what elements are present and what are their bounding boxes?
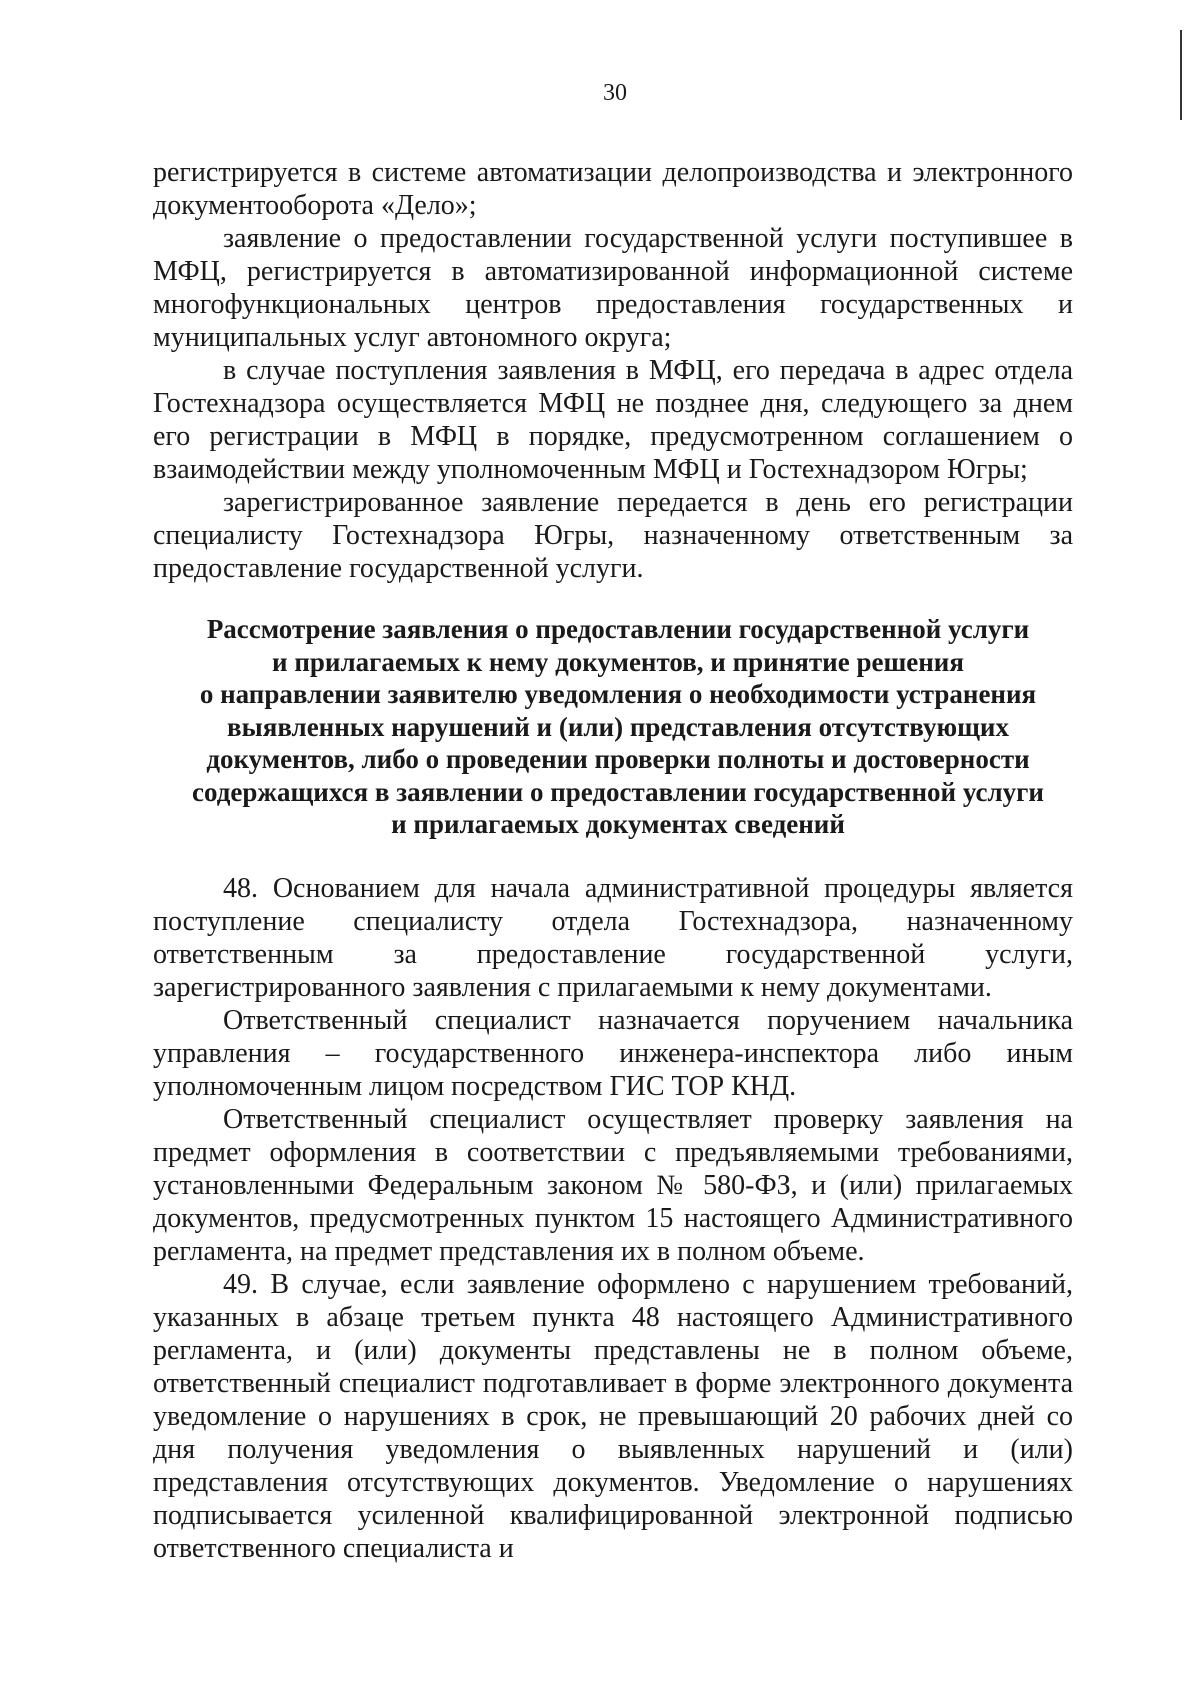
heading-line: о направлении заявителю уведомления о необходимости устранения: [199, 679, 1037, 709]
heading-line: и прилагаемых к нему документов, и принятие решения: [272, 646, 964, 677]
paragraph: регистрируется в системе автоматизации делопроизводства и электронного документооборота «Дело»;: [153, 157, 1073, 221]
heading-line: и прилагаемых документах сведений: [391, 809, 845, 839]
paragraph: Ответственный специалист осуществляет проверку заявления на предмет оформления в соответствии с предъявляемыми требованиями, установленными Федеральным законом № 580-ФЗ, и (или) прилагаемых документов, предусмотренных пунктом 15 настоящего Административного регламента, на предмет представления их в полном объеме.: [153, 1104, 1073, 1267]
paragraph: зарегистрированное заявление передается в день его регистрации специалисту Гостехнадзора Югры, назначенному ответственным за предоставление государственной услуги.: [153, 487, 1073, 584]
heading-line: документов, либо о проведении проверки полноты и достоверности: [206, 744, 1030, 774]
page-number: 30: [603, 80, 627, 106]
heading-line: Рассмотрение заявления о предоставлении государственной услуги: [206, 614, 1030, 644]
paragraph: заявление о предоставлении государственной услуги поступившее в МФЦ, регистрируется в автоматизированной информационной системе многофункциональных центров предоставления государственных и муниципальных услуг автономного округа;: [153, 223, 1073, 353]
heading-line: выявленных нарушений и (или) представления отсутствующих: [227, 711, 1009, 742]
paragraph: Ответственный специалист назначается поручением начальника управления – государственного инженера-инспектора либо иным уполномоченным лицом посредством ГИС ТОР КНД.: [153, 1005, 1073, 1102]
section-heading: [153, 613, 1083, 841]
text-block-lower: [153, 872, 1073, 1565]
heading-line: содержащихся в заявлении о предоставлении государственной услуги: [192, 776, 1044, 807]
paragraph-49: 49. В случае, если заявление оформлено с нарушением требований, указанных в абзаце третьем пункта 48 настоящего Административного регламента, и (или) документы представлены не в полном объеме, ответственный специалист подготавливает в форме электронного документа уведомление о нарушениях в срок, не превышающий 20 рабочих дней со дня получения уведомления о выявленных нарушений и (или) представления отсутствующих документов. Уведомление о нарушениях подписывается усиленной квалифицированной электронной подписью ответственного специалиста и: [153, 1269, 1073, 1564]
paragraph-48: 48. Основанием для начала административной процедуры является поступление специалисту отдела Гостехнадзора, назначенному ответственным за предоставление государственной услуги, зарегистрированного заявления с прилагаемыми к нему документами.: [153, 873, 1073, 1003]
paragraph: в случае поступления заявления в МФЦ, его передача в адрес отдела Гостехнадзора осуществляется МФЦ не позднее дня, следующего за днем его регистрации в МФЦ в порядке, предусмотренном соглашением о взаимодействии между уполномоченным МФЦ и Гостехнадзором Югры;: [153, 355, 1073, 485]
text-block-upper: [153, 156, 1073, 585]
